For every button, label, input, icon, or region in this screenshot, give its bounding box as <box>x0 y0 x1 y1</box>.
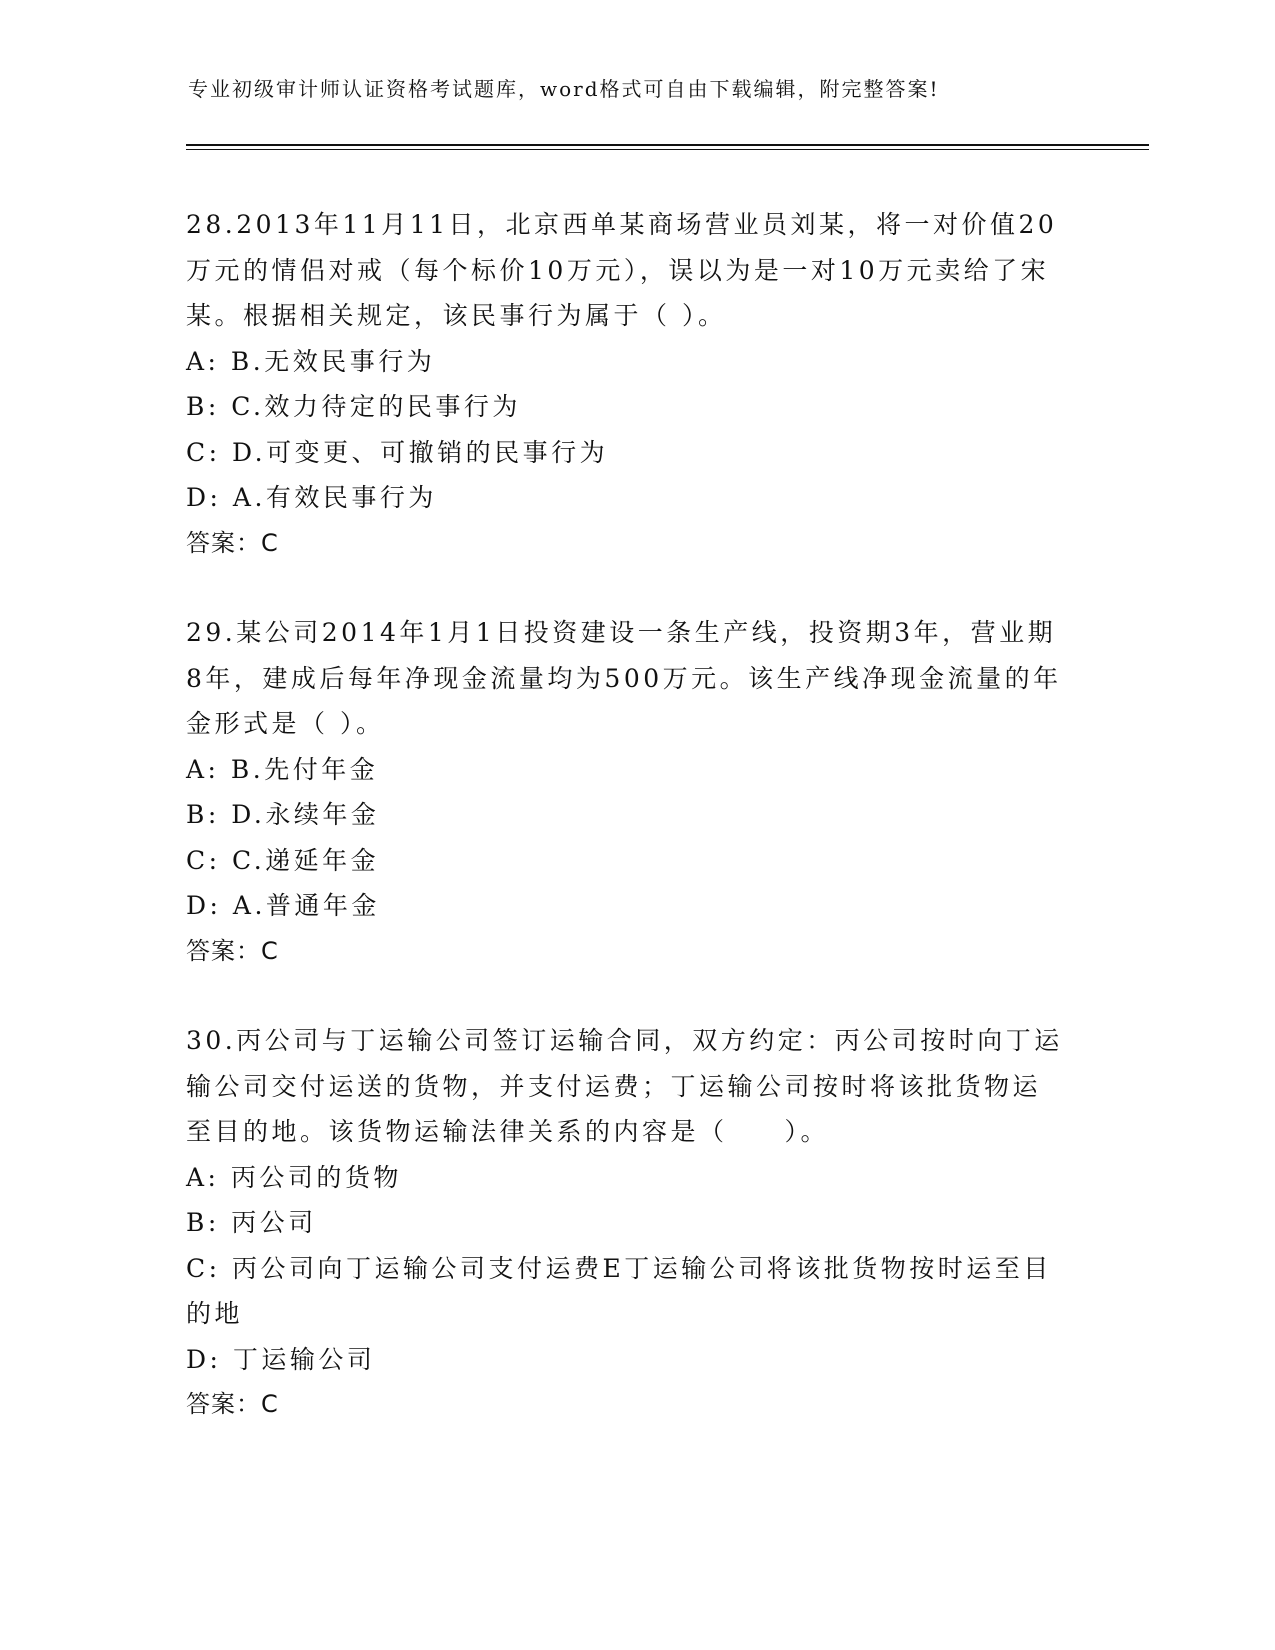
question-stem: 28.2013年11月11日，北京西单某商场营业员刘某，将一对价值20万元的情侣对戒（每个标价10万元），误以为是一对10万元卖给了宋某。根据相关规定，该民事行为属于（ ）。 <box>186 210 1058 330</box>
question-28 <box>186 202 1066 566</box>
option-a: A: B.先付年金 <box>186 754 379 784</box>
option-d: D: A.普通年金 <box>186 891 380 920</box>
question-stem: 30.丙公司与丁运输公司签订运输合同，双方约定：丙公司按时向丁运输公司交付运送的货物，并支付运费；丁运输公司按时将该批货物运至目的地。该货物运输法律关系的内容是（ ）。 <box>186 1026 1063 1146</box>
option-c: C: C.递延年金 <box>186 845 380 875</box>
question-30 <box>186 1018 1066 1428</box>
answer: 答案：C <box>186 1390 279 1418</box>
option-d: D: 丁运输公司 <box>186 1344 376 1374</box>
option-a: A: 丙公司的货物 <box>186 1162 402 1192</box>
option-c: C: D.可变更、可撤销的民事行为 <box>186 437 609 467</box>
option-c: C: 丙公司向丁运输公司支付运费E丁运输公司将该批货物按时运至目的地 <box>186 1253 1052 1328</box>
header-divider <box>186 144 1149 150</box>
page-header: 专业初级审计师认证资格考试题库，word格式可自由下载编辑，附完整答案! <box>188 77 940 101</box>
option-d: D: A.有效民事行为 <box>186 483 437 512</box>
answer: 答案：C <box>186 528 279 557</box>
answer: 答案：C <box>186 936 279 965</box>
question-stem: 29.某公司2014年1月1日投资建设一条生产线，投资期3年，营业期8年，建成后每年净现金流量均为500万元。该生产线净现金流量的年金形式是（ ）。 <box>186 618 1062 738</box>
option-b: B: D.永续年金 <box>186 800 380 829</box>
option-b: B: 丙公司 <box>186 1208 317 1237</box>
option-b: B: C.效力待定的民事行为 <box>186 392 521 421</box>
option-a: A: B.无效民事行为 <box>186 346 436 376</box>
question-29 <box>186 610 1066 974</box>
